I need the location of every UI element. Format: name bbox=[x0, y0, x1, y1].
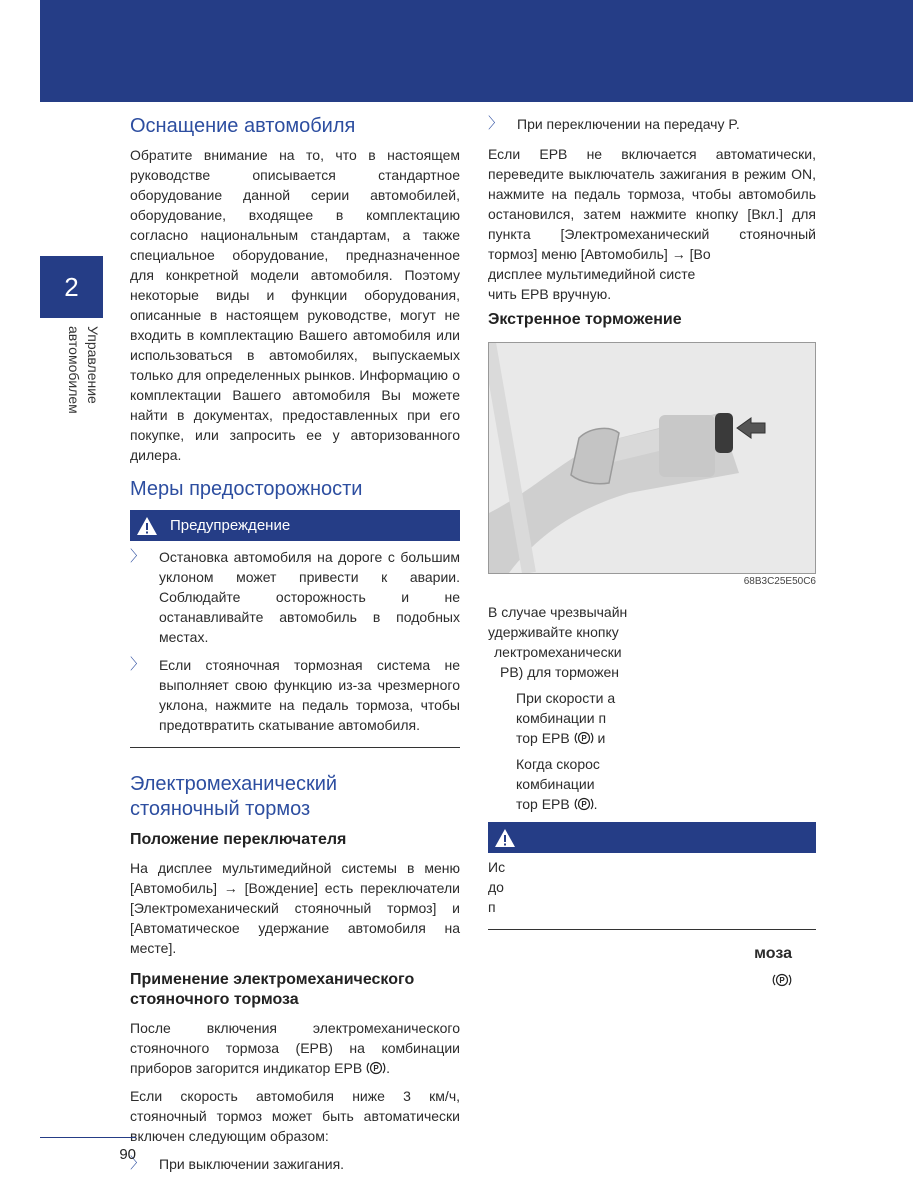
speed-text: . bbox=[593, 796, 598, 812]
chapter-number-tab: 2 bbox=[40, 256, 103, 318]
emergency-line: лектромеханически bbox=[494, 644, 622, 660]
speed-line bbox=[516, 728, 656, 748]
chevron-right-icon: 〉 bbox=[130, 1155, 146, 1172]
warning-line: до bbox=[488, 879, 504, 895]
lever-illustration bbox=[489, 343, 815, 573]
divider bbox=[130, 747, 460, 748]
page-number: 90 bbox=[119, 1146, 136, 1163]
warning-text: Если стояночная тормозная система не выполняет свою функцию из-за чрезмерного уклона, нажмите на педаль тормоза, чтобы предотвратить скатывание автомобиля. bbox=[159, 657, 460, 733]
warning-label: Предупреждение bbox=[170, 516, 291, 534]
warning-triangle-icon bbox=[494, 828, 516, 848]
chevron-right-icon: 〉 bbox=[130, 548, 146, 565]
subheading-emergency-braking: Экстренное торможение bbox=[488, 311, 682, 328]
epb-switch-image bbox=[488, 342, 816, 574]
emergency-line: PB) для торможен bbox=[500, 664, 619, 680]
speed-item-b bbox=[488, 754, 656, 814]
section-title-equipment: Оснащение автомобиля bbox=[130, 115, 356, 137]
warning-text-fragment bbox=[488, 857, 816, 917]
epb-use-paragraph: После включения электромеханического стояночного тормоза (EPB) на комбинации приборов загорится индикатор EPB P . bbox=[130, 1020, 460, 1076]
svg-text:P: P bbox=[580, 734, 587, 743]
speed-text: тор EPB bbox=[516, 796, 570, 812]
warning-bar bbox=[130, 510, 460, 541]
speed-text: тор EPB bbox=[516, 730, 570, 746]
speed-item-a bbox=[488, 688, 656, 748]
epb-manual-line: чить EPB вручную. bbox=[488, 286, 612, 302]
chevron-right-icon: 〉 bbox=[488, 115, 504, 132]
list-item bbox=[130, 1154, 460, 1174]
epb-indicator-icon bbox=[366, 1060, 386, 1076]
chapter-side-label bbox=[52, 326, 102, 456]
speed-line: Когда скорос bbox=[516, 756, 600, 772]
emergency-line: В случае чрезвычайн bbox=[488, 604, 628, 620]
right-column bbox=[488, 114, 816, 990]
equipment-paragraph: Обратите внимание на то, что в настоящем руководстве описывается стандартное оборудование данной серии автомобилей, оборудование, входящее в комплектацию согласно национальным стандартам, а также специальное оборудование, предназначенное для конкретной модели автомобиля. Поэтому некоторые виды и функции оборудования, описанные в настоящем руководстве, могут не входить в комплектацию Вашего автомобиля или использоваться в автомобилях, выпускаемых только для определенных рынков. Информацию о комплектации Вашего автомобиля Вы можете найти в документах, предоставленных при его покупке, или запросить ее у авторизованного дилера. bbox=[130, 147, 460, 463]
emergency-line: удерживайте кнопку bbox=[488, 624, 619, 640]
divider bbox=[488, 929, 816, 930]
speed-line bbox=[516, 794, 656, 814]
heading-fragment: моза bbox=[754, 945, 792, 962]
list-item bbox=[130, 655, 460, 735]
section-title-precautions: Меры предосторожности bbox=[130, 478, 363, 500]
warning-line: п bbox=[488, 899, 496, 915]
emergency-paragraph bbox=[488, 602, 648, 682]
bullet-text: При выключении зажигания. bbox=[159, 1156, 345, 1172]
list-item bbox=[488, 114, 816, 134]
warning-bar bbox=[488, 822, 816, 853]
speed-line: комбинации bbox=[516, 776, 595, 792]
epb-indicator-icon bbox=[574, 730, 594, 746]
speed-text: и bbox=[597, 730, 606, 746]
chevron-right-icon: 〉 bbox=[130, 656, 146, 673]
switch-position-paragraph: На дисплее мультимедийной системы в меню [Автомобиль] → [Вождение] есть переключатели [Электромеханический стояночный тормоз] и [Автоматическое удержание автомобиля на месте]. bbox=[130, 860, 460, 956]
svg-text:P: P bbox=[779, 976, 785, 985]
epb-manual-paragraph: Если EPB не включается автоматически, переведите выключатель зажигания в режим ON, нажмите на педаль тормоза, чтобы автомобиль остановился, затем нажмите кнопку [Вкл.] для пункта [Электромеханический стояночный тормоз] меню [Автомобиль] → [Во bbox=[488, 146, 816, 262]
warning-triangle-icon bbox=[136, 516, 158, 536]
epb-indicator-icon bbox=[772, 972, 792, 988]
left-column bbox=[130, 114, 460, 1182]
subheading-switch-position: Положение переключателя bbox=[130, 831, 347, 848]
bullet-text: При переключении на передачу P. bbox=[517, 116, 740, 132]
chapter-title: Управление автомобилем bbox=[66, 326, 101, 414]
svg-text:P: P bbox=[373, 1064, 379, 1073]
section-title-line: стояночный тормоз bbox=[130, 798, 311, 820]
epb-icon-fragment bbox=[488, 970, 816, 990]
header-band bbox=[40, 0, 913, 102]
list-item bbox=[130, 547, 460, 647]
footer-rule bbox=[40, 1137, 136, 1138]
section-title-line: Электромеханический bbox=[130, 773, 338, 795]
speed-line: комбинации п bbox=[516, 710, 607, 726]
svg-text:P: P bbox=[580, 800, 587, 809]
warning-line: Ис bbox=[488, 859, 506, 875]
image-code: 68B3C25E50C6 bbox=[743, 576, 816, 587]
section-title-epb bbox=[130, 772, 460, 822]
epb-use-text: После включения электромеханического стояночного тормоза (EPB) на комбинации приборов загорится индикатор EPB bbox=[130, 1020, 460, 1076]
speed-line: При скорости а bbox=[516, 690, 616, 706]
subheading-epb-use: Применение электромеханического стояночного тормоза bbox=[130, 971, 415, 1008]
warning-text: Остановка автомобиля на дороге с большим уклоном может привести к аварии. Соблюдайте осторожность и не останавливайте автомобиль в подобных местах. bbox=[159, 549, 460, 645]
epb-indicator-icon bbox=[574, 796, 594, 812]
epb-manual-line: дисплее мультимедийной систе bbox=[488, 266, 696, 282]
epb-auto-paragraph: Если скорость автомобиля ниже 3 км/ч, стояночный тормоз может быть автоматически включен следующим образом: bbox=[130, 1088, 460, 1144]
